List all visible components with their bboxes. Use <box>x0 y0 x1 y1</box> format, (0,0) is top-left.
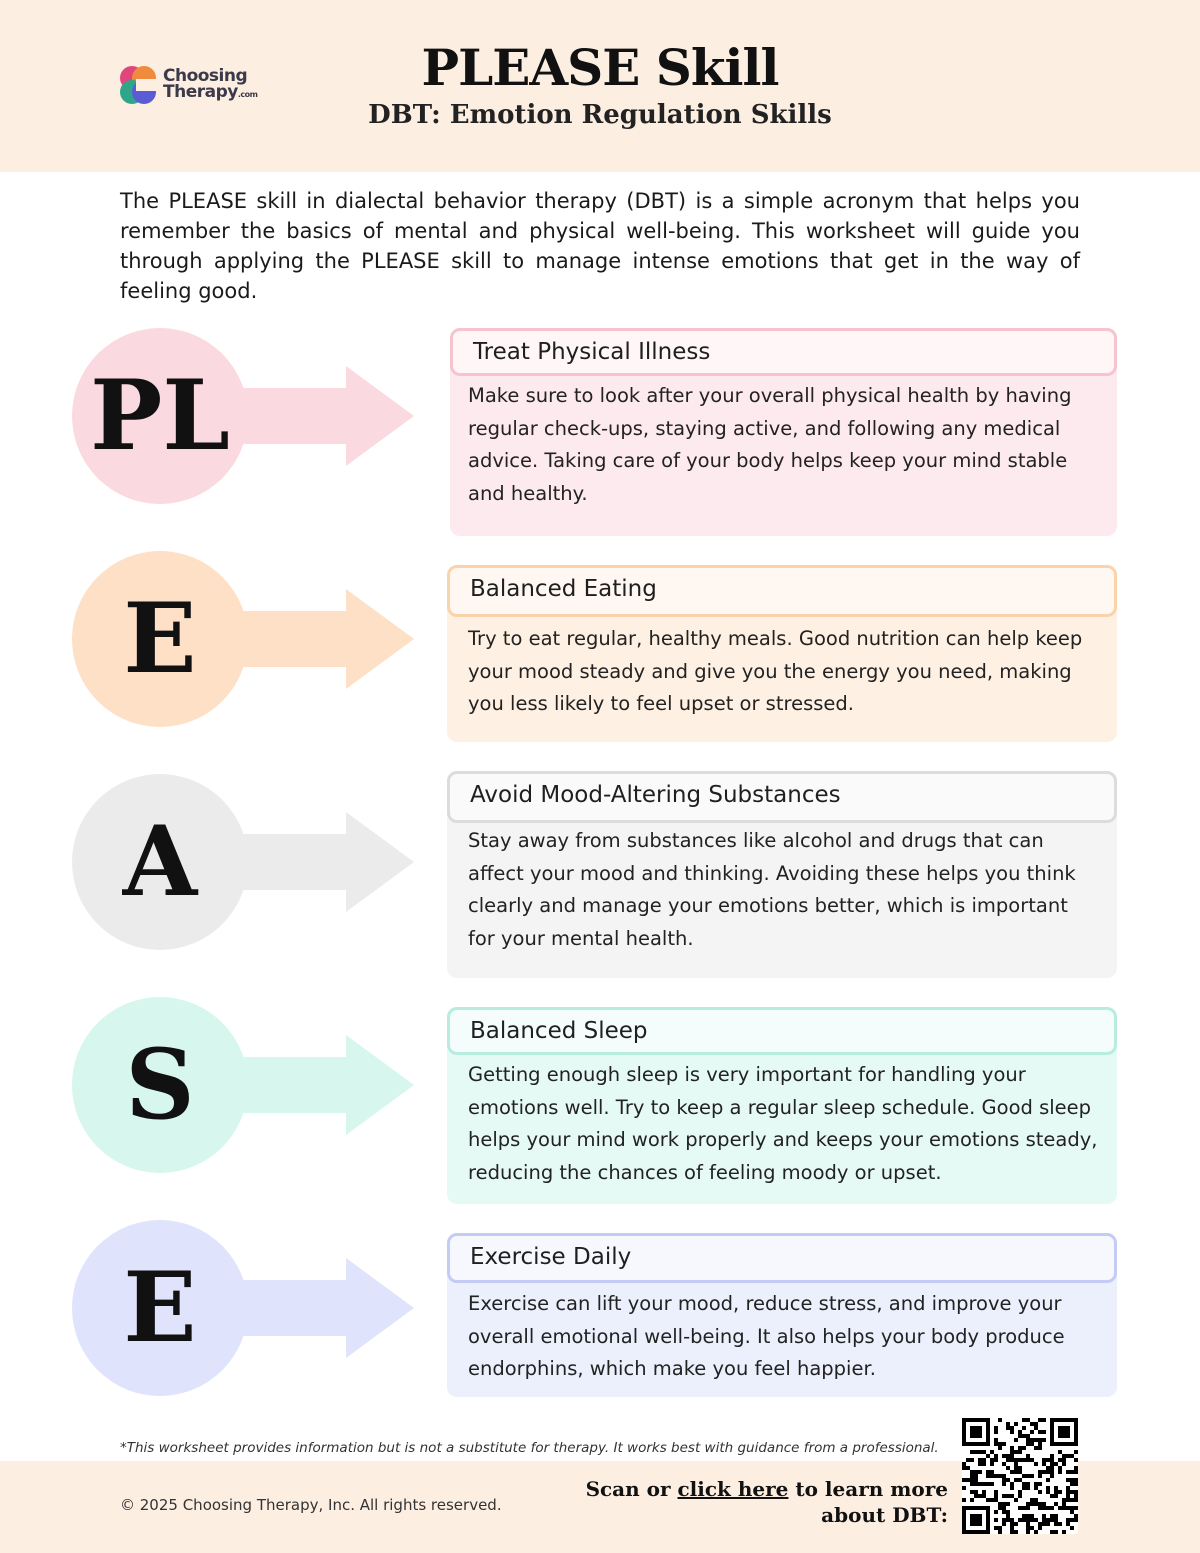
disclaimer-footnote: *This worksheet provides information but is not a substitute for therapy. It works best with guidance from a professional. <box>120 1440 939 1456</box>
card-body: Stay away from substances like alcohol and drugs that can affect your mood and thinking. Avoiding these helps you think clearly and manage your emotions better, which is important for your mental health. <box>468 829 1076 950</box>
logo-line-1: Choosing <box>163 66 248 86</box>
learn-more-cta <box>586 1476 948 1528</box>
arrow-right-icon <box>230 1258 416 1358</box>
cta-line-1 <box>586 1476 948 1502</box>
logo-suffix: .com <box>237 90 258 99</box>
qr-code-icon[interactable] <box>962 1418 1078 1534</box>
card-title: Avoid Mood-Altering Substances <box>470 782 841 808</box>
card-title: Treat Physical Illness <box>473 339 711 365</box>
letter-label: PL <box>90 359 230 472</box>
card-body: Exercise can lift your mood, reduce stress, and improve your overall emotional well-being. It also helps your body produce endorphins, which make you feel happier. <box>468 1292 1065 1380</box>
arrow-right-icon <box>230 366 416 466</box>
page-title: PLEASE Skill <box>421 38 779 97</box>
card-header <box>450 328 1117 376</box>
page-subtitle: DBT: Emotion Regulation Skills <box>368 100 832 130</box>
letter-label: S <box>125 1028 195 1141</box>
card-balanced-sleep <box>447 1007 1117 1204</box>
card-avoid-substances <box>447 771 1117 978</box>
card-physical-illness <box>450 328 1117 536</box>
card-title: Balanced Sleep <box>470 1018 648 1044</box>
card-header <box>447 1233 1117 1283</box>
cta-prefix: Scan or <box>585 1477 678 1501</box>
card-title: Exercise Daily <box>470 1244 632 1270</box>
arrow-right-icon <box>230 1035 416 1135</box>
letter-label: E <box>123 582 197 695</box>
arrow-right-icon <box>230 812 416 912</box>
card-balanced-eating <box>447 565 1117 742</box>
card-body: Getting enough sleep is very important for handling your emotions well. Try to keep a regular sleep schedule. Good sleep helps your mind work properly and keeps your emotions steady, reducing the chances of feeling moody or upset. <box>468 1063 1098 1184</box>
card-header <box>447 565 1117 617</box>
intro-paragraph: The PLEASE skill in dialectal behavior therapy (DBT) is a simple acronym that helps you remember the basics of mental and physical well-being. This worksheet will guide you through applying the PLEASE skill to manage intense emotions that get in the way of feeling good. <box>120 189 1080 303</box>
letter-label: E <box>123 1251 197 1364</box>
card-header <box>447 771 1117 823</box>
letter-label: A <box>122 805 198 918</box>
click-here-link[interactable]: click here <box>677 1477 789 1501</box>
card-title: Balanced Eating <box>470 576 657 602</box>
copyright-text: © 2025 Choosing Therapy, Inc. All rights reserved. <box>120 1496 502 1514</box>
cta-line-2: about DBT: <box>821 1503 948 1527</box>
logo-line-2-text: Therapy <box>163 82 238 102</box>
card-header <box>447 1007 1117 1055</box>
cta-suffix: to learn more <box>788 1477 948 1501</box>
arrow-right-icon <box>230 589 416 689</box>
card-body: Try to eat regular, healthy meals. Good nutrition can help keep your mood steady and give you the energy you need, making you less likely to feel upset or stressed. <box>468 627 1083 715</box>
card-body: Make sure to look after your overall physical health by having regular check-ups, staying active, and following any medical advice. Taking care of your body helps keep your mind stable and healthy. <box>468 384 1072 505</box>
card-exercise-daily <box>447 1233 1117 1397</box>
